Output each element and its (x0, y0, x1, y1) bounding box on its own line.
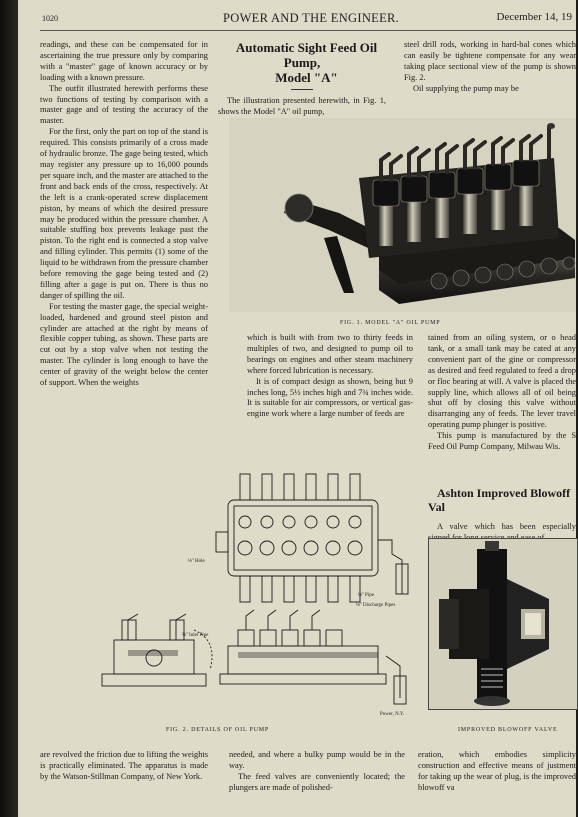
oil-pump-body-col2 (428, 333, 576, 483)
fig2-caption: FIG. 2. DETAILS OF OIL PUMP (166, 727, 270, 733)
pipe-label: ⅛" Pipe (358, 593, 374, 598)
oil-pump-illustration (229, 118, 576, 312)
oil-pump-intro (218, 40, 386, 120)
header-rule (40, 30, 576, 31)
running-header (18, 10, 576, 28)
article-title: Ashton Improved Blowoff Val (428, 486, 571, 514)
paragraph: This pump is manufactured by the S Feed Oil Pump Company, Milwau Wis. (428, 431, 576, 452)
paragraph: eration, which embodies simplicity construction and effective means of justment for taking up the wear of plug, is the improved blowoff va (418, 750, 576, 792)
oil-pump-body-col1 (247, 333, 413, 483)
paragraph: It is of compact design as shown, being but 9 inches long, 5½ inches high and 7¾ inches wide. It is suitable for air compressors, or vertical gas-engine work where a large number of feeds are (247, 376, 413, 419)
paragraph: which is built with from two to thirty feeds in multiples of two, and designed to pump oil to bearings on engines and other steam machinery where forced lubrication is necessary. (247, 333, 413, 375)
binding-spine (0, 0, 18, 817)
paragraph: tained from an oiling system, or o head tank, or a small tank may be cated at any convenient part of the gine or compressor as desired and feed regulated to feed a drop or floc bearing at will. A valve is placed the supply line, which allows all of oil being shut off by closing this valve without disarranging any of feeds. The lever travel operating pump plunger is positive. (428, 333, 576, 430)
paragraph: A valve which has been especially (437, 522, 576, 531)
paragraph: needed, and where a bulky pump would be in the way. (229, 750, 405, 770)
fig2-oil-pump-details (88, 470, 418, 722)
title-divider (291, 89, 313, 90)
paragraph: Oil supplying the pump may be (413, 83, 519, 93)
article-title-line2: Model "A" (275, 70, 338, 85)
issue-date: December 14, 19 (496, 11, 572, 23)
blowoff-article-bottom (418, 750, 576, 806)
right-column-top (404, 40, 576, 106)
fig2-drawing (88, 470, 418, 722)
valve-illustration (429, 539, 577, 709)
fig1-caption: FIG. 1. MODEL "A" OIL PUMP (340, 320, 441, 326)
hole-label: ⅛" Hole (188, 559, 205, 564)
paragraph: The illustration presented herewith, in Fig. 1, shows the Model "A" oil pump, (218, 96, 386, 116)
blowoff-valve-photo (428, 538, 578, 710)
inlet-label: ⅜" Inlet Pipe (182, 633, 209, 638)
left-column-continued (40, 750, 208, 806)
page-number: 1020 (42, 14, 58, 23)
oil-pump-body-bottom (229, 750, 405, 806)
blowoff-article-intro (428, 486, 576, 536)
fig1-oil-pump-photo (229, 118, 576, 312)
paragraph: are revolved the friction due to lifting the weights is practically eliminated. The apparatus is made by the Watson-Stillman Company, of New York. (40, 750, 208, 781)
paragraph: For the first, only the part on top of the stand is required. This consists primarily of a cross made of hydraulic bronze. The gage being tested, which may register any pressure up to 16,000 pounds per square inch, and the master are attached to the front and back ends of the cross, respectively. At the left is a crank-operated screw displacement piston, by means of which the desired pressure may be produced within the pressure chamber. A suitable stuffing box prevents leakage past the piston. To the right end is connected a stop valve and filling cylinder. This permits (1) some of the liquid to be withdrawn from the pressure chamber before removing the gage being tested and (2) filling after a gage is put on. There is thus no danger of spilling the oil. (40, 127, 208, 300)
left-column (40, 40, 208, 472)
paragraph: readings, and these can be compensated for in ascertaining the true pressure only by comparing with a "master" gage of known accuracy or by loading with a known pressure. (40, 40, 208, 82)
journal-title: POWER AND THE ENGINEER. (223, 11, 400, 25)
paragraph: For testing the master gage, the special weight-loaded, hardened and ground steel piston and cylinder are attached at the right by means of flexible copper tubing, as shown. These parts are cut out by a stop valve when not testing the master. The cylinder is long enough to have the center of gravity of the weight below the center of support. When the weights (40, 301, 208, 388)
paragraph: steel drill rods, working in hard-bal cones which can easily be tightene compensate for any wear taking place sectional view of the pump is shown Fig. 2. (404, 40, 576, 82)
article-title: Automatic Sight Feed Oil Pump, (235, 40, 378, 70)
paragraph: The outfit illustrated herewith performs these two functions of testing by comparison with a master gage and of testing the accuracy of the master. (40, 83, 208, 126)
magazine-page (18, 0, 576, 817)
discharge-label: ⅛" Discharge Pipes (356, 603, 396, 608)
spacer (428, 514, 576, 522)
signature-label: Power, N.Y. (380, 712, 405, 717)
paragraph: The feed valves are conveniently located; the plungers are made of polished- (229, 771, 405, 792)
valve-caption: IMPROVED BLOWOFF VALVE (458, 727, 558, 733)
